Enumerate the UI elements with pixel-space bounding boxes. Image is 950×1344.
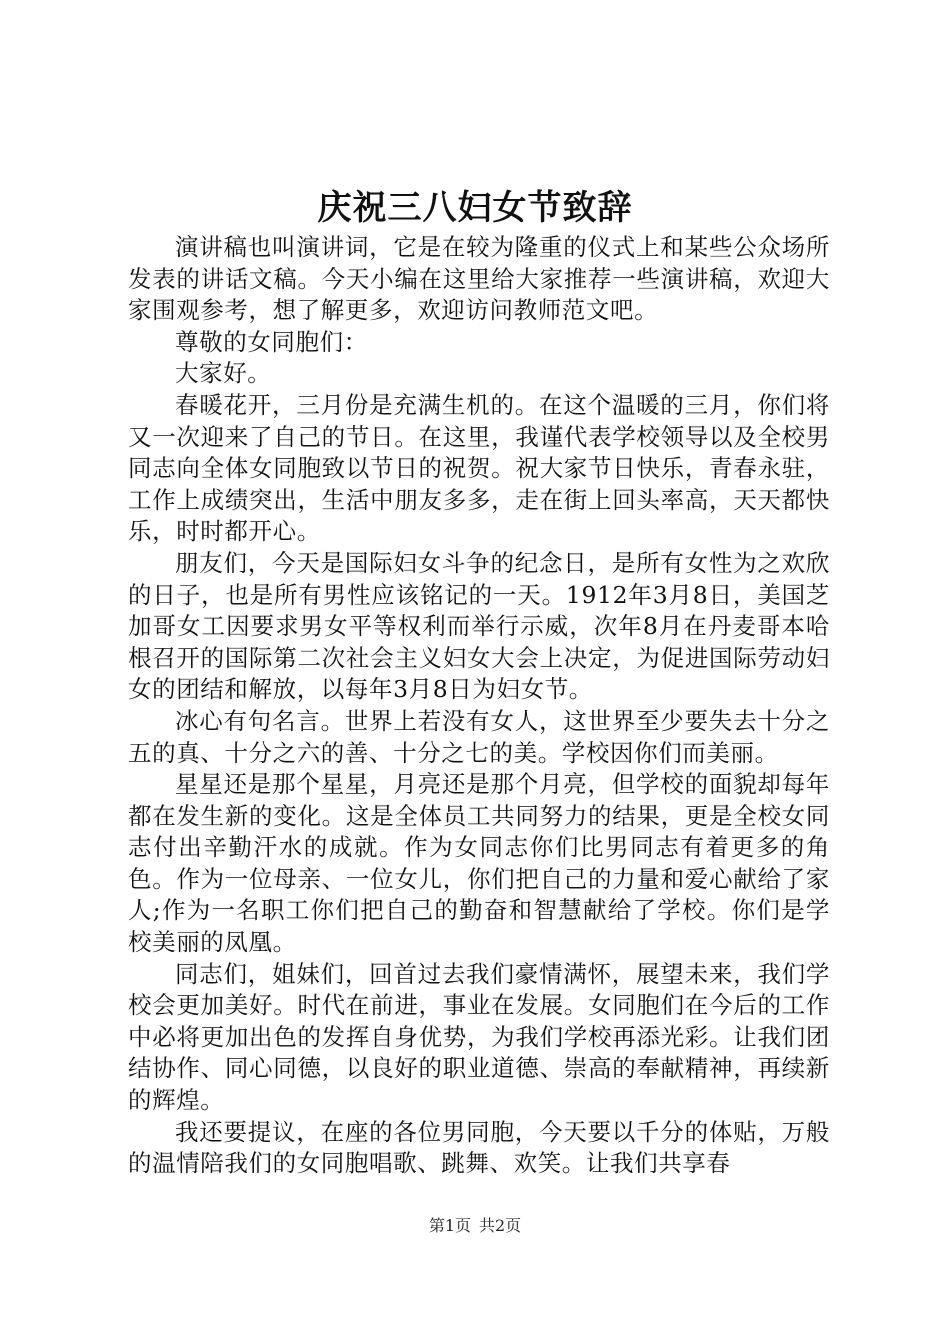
paragraph-intro: 演讲稿也叫演讲词，它是在较为隆重的仪式上和某些公众场所发表的讲话文稿。今天小编在这里给大家推荐一些演讲稿，欢迎大家围观参考，想了解更多，欢迎访问教师范文吧。 xyxy=(128,233,830,325)
paragraph-greeting: 大家好。 xyxy=(175,359,272,388)
paragraph-future: 同志们，姐妹们，回首过去我们豪情满怀，展望未来，我们学校会更加美好。时代在前进，事业在发展。女同胞们在今后的工作中必将更加出色的发挥自身优势，为我们学校再添光彩。让我们团结协作、同心同德，以良好的职业道德、崇高的奉献精神，再续新的辉煌。 xyxy=(128,959,830,1115)
paragraph-quote: 冰心有句名言。世界上若没有女人，这世界至少要失去十分之五的真、十分之六的善、十分之七的美。学校因你们而美丽。 xyxy=(128,706,830,767)
paragraph-history: 朋友们，今天是国际妇女斗争的纪念日，是所有女性为之欢欣的日子，也是所有男性应该铭记的一天。1912年3月8日，美国芝加哥女工因要求男女平等权利而举行示威，次年8月在丹麦哥本哈根召开的国际第二次社会主义妇女大会上决定，为促进国际劳动妇女的团结和解放，以每年3月8日为妇女节。 xyxy=(128,548,830,704)
paragraph-proposal: 我还要提议，在座的各位男同胞，今天要以千分的体贴，万般的温情陪我们的女同胞唱歌、跳舞、欢笑。让我们共享春 xyxy=(128,1117,830,1178)
page-footer xyxy=(0,1214,950,1238)
paragraph-salutation: 尊敬的女同胞们： xyxy=(175,327,368,356)
document-body xyxy=(128,232,830,1180)
paragraph-spring: 春暖花开，三月份是充满生机的。在这个温暖的三月，你们将又一次迎来了自己的节日。在这里，我谨代表学校领导以及全校男同志向全体女同胞致以节日的祝贺。祝大家节日快乐，青春永驻，工作上成绩突出，生活中朋友多多，走在街上回头率高，天天都快乐，时时都开心。 xyxy=(128,390,830,546)
page-number: 第1页 xyxy=(428,1216,471,1235)
paragraph-stars: 星星还是那个星星，月亮还是那个月亮，但学校的面貌却每年都在发生新的变化。这是全体员工共同努力的结果，更是全校女同志付出辛勤汗水的成就。作为女同志你们比男同志有着更多的角色。作为一位母亲、一位女儿，你们把自己的力量和爱心献给了家人;作为一名职工你们把自己的勤奋和智慧献给了学校。你们是学校美丽的凤凰。 xyxy=(128,770,830,957)
document-title: 庆祝三八妇女节致辞 xyxy=(317,188,633,228)
page-total: 共2页 xyxy=(479,1216,522,1235)
